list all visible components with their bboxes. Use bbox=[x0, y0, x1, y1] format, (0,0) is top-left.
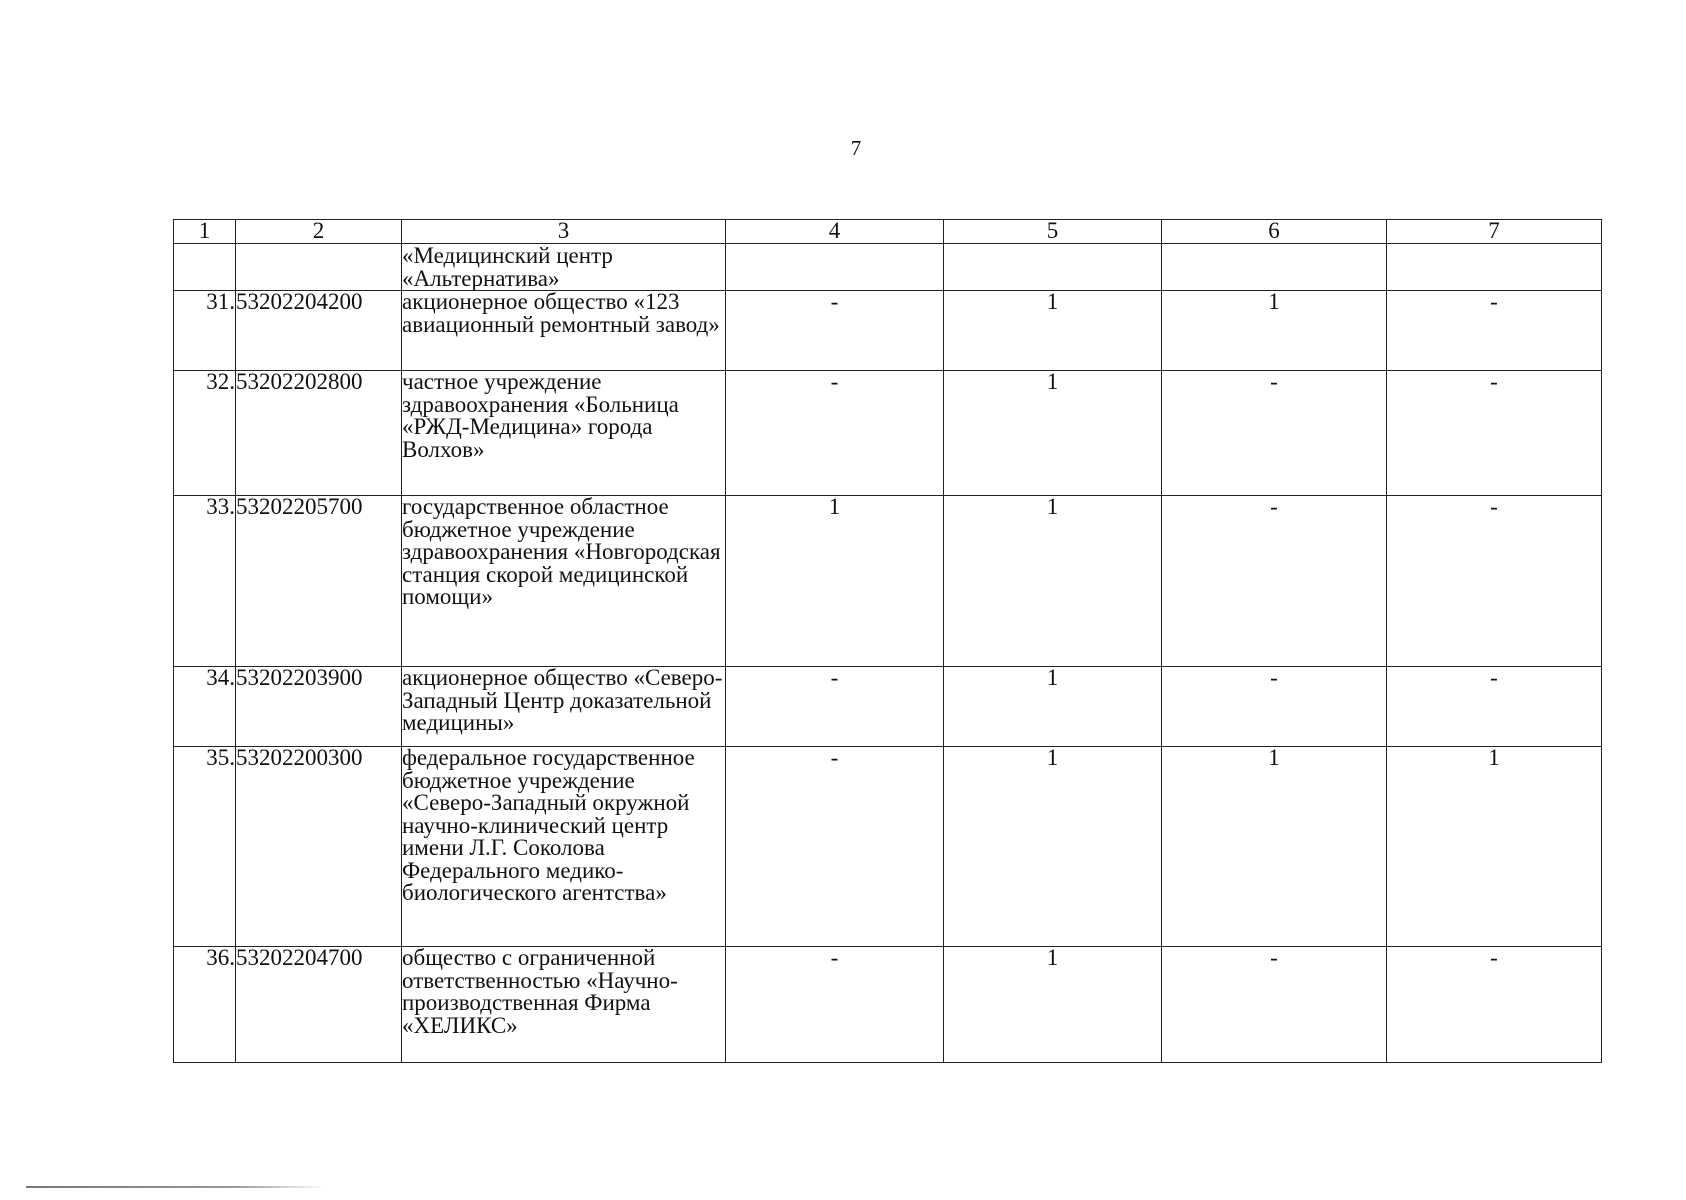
code-cell: 53202204200 bbox=[236, 291, 402, 371]
value-cell-4: - bbox=[726, 291, 944, 371]
value-cell-7: - bbox=[1387, 291, 1602, 371]
value-cell-6 bbox=[1162, 244, 1387, 291]
code-cell: 53202203900 bbox=[236, 667, 402, 747]
organization-name-cell: государственное областное бюджетное учреждение здравоохранения «Новгородская станция скорой медицинской помощи» bbox=[402, 496, 726, 667]
organization-name-cell: акционерное общество «Северо-Западный Центр доказательной медицины» bbox=[402, 667, 726, 747]
row-number-cell: 34. bbox=[174, 667, 236, 747]
column-header-6: 6 bbox=[1162, 220, 1387, 244]
value-cell-5: 1 bbox=[944, 371, 1162, 496]
table-row bbox=[174, 667, 1602, 747]
code-cell: 53202202800 bbox=[236, 371, 402, 496]
code-cell: 53202205700 bbox=[236, 496, 402, 667]
organizations-table bbox=[173, 219, 1602, 1063]
column-header-2: 2 bbox=[236, 220, 402, 244]
column-header-5: 5 bbox=[944, 220, 1162, 244]
row-number-cell: 35. bbox=[174, 747, 236, 947]
code-cell: 53202204700 bbox=[236, 947, 402, 1063]
value-cell-5: 1 bbox=[944, 947, 1162, 1063]
page-number: 7 bbox=[850, 136, 862, 160]
value-cell-6: 1 bbox=[1162, 747, 1387, 947]
value-cell-7: 1 bbox=[1387, 747, 1602, 947]
value-cell-6: - bbox=[1162, 496, 1387, 667]
value-cell-5: 1 bbox=[944, 667, 1162, 747]
row-number-cell: 33. bbox=[174, 496, 236, 667]
value-cell-6: 1 bbox=[1162, 291, 1387, 371]
organization-name-cell: федеральное государственное бюджетное учреждение «Северо-Западный окружной научно-клинический центр имени Л.Г. Соколова Федерального медико-биологического агентства» bbox=[402, 747, 726, 947]
column-number-row bbox=[174, 220, 1602, 244]
value-cell-5: 1 bbox=[944, 747, 1162, 947]
table-row bbox=[174, 496, 1602, 667]
value-cell-5: 1 bbox=[944, 496, 1162, 667]
value-cell-4: - bbox=[726, 947, 944, 1063]
table-row bbox=[174, 291, 1602, 371]
organization-name-cell: акционерное общество «123 авиационный ремонтный завод» bbox=[402, 291, 726, 371]
value-cell-5 bbox=[944, 244, 1162, 291]
value-cell-7: - bbox=[1387, 371, 1602, 496]
column-header-4: 4 bbox=[726, 220, 944, 244]
table-row bbox=[174, 371, 1602, 496]
organization-name-cell: частное учреждение здравоохранения «Больница «РЖД-Медицина» города Волхов» bbox=[402, 371, 726, 496]
value-cell-7: - bbox=[1387, 667, 1602, 747]
value-cell-4: - bbox=[726, 667, 944, 747]
table-row bbox=[174, 747, 1602, 947]
continuation-row bbox=[174, 244, 1602, 291]
value-cell-4: 1 bbox=[726, 496, 944, 667]
row-number-cell: 32. bbox=[174, 371, 236, 496]
organization-name-cell: общество с ограниченной ответственностью «Научно-производственная Фирма «ХЕЛИКС» bbox=[402, 947, 726, 1063]
value-cell-6: - bbox=[1162, 371, 1387, 496]
footer-divider bbox=[26, 1186, 326, 1188]
value-cell-7: - bbox=[1387, 496, 1602, 667]
value-cell-6: - bbox=[1162, 947, 1387, 1063]
column-header-7: 7 bbox=[1387, 220, 1602, 244]
column-header-1: 1 bbox=[174, 220, 236, 244]
row-number-cell: 31. bbox=[174, 291, 236, 371]
value-cell-4 bbox=[726, 244, 944, 291]
organization-name-cell: «Медицинский центр «Альтернатива» bbox=[402, 244, 726, 291]
value-cell-5: 1 bbox=[944, 291, 1162, 371]
value-cell-6: - bbox=[1162, 667, 1387, 747]
column-header-3: 3 bbox=[402, 220, 726, 244]
row-number-cell: 36. bbox=[174, 947, 236, 1063]
code-cell: 53202200300 bbox=[236, 747, 402, 947]
row-number-cell bbox=[174, 244, 236, 291]
value-cell-4: - bbox=[726, 371, 944, 496]
code-cell bbox=[236, 244, 402, 291]
value-cell-7: - bbox=[1387, 947, 1602, 1063]
value-cell-7 bbox=[1387, 244, 1602, 291]
table-row bbox=[174, 947, 1602, 1063]
value-cell-4: - bbox=[726, 747, 944, 947]
